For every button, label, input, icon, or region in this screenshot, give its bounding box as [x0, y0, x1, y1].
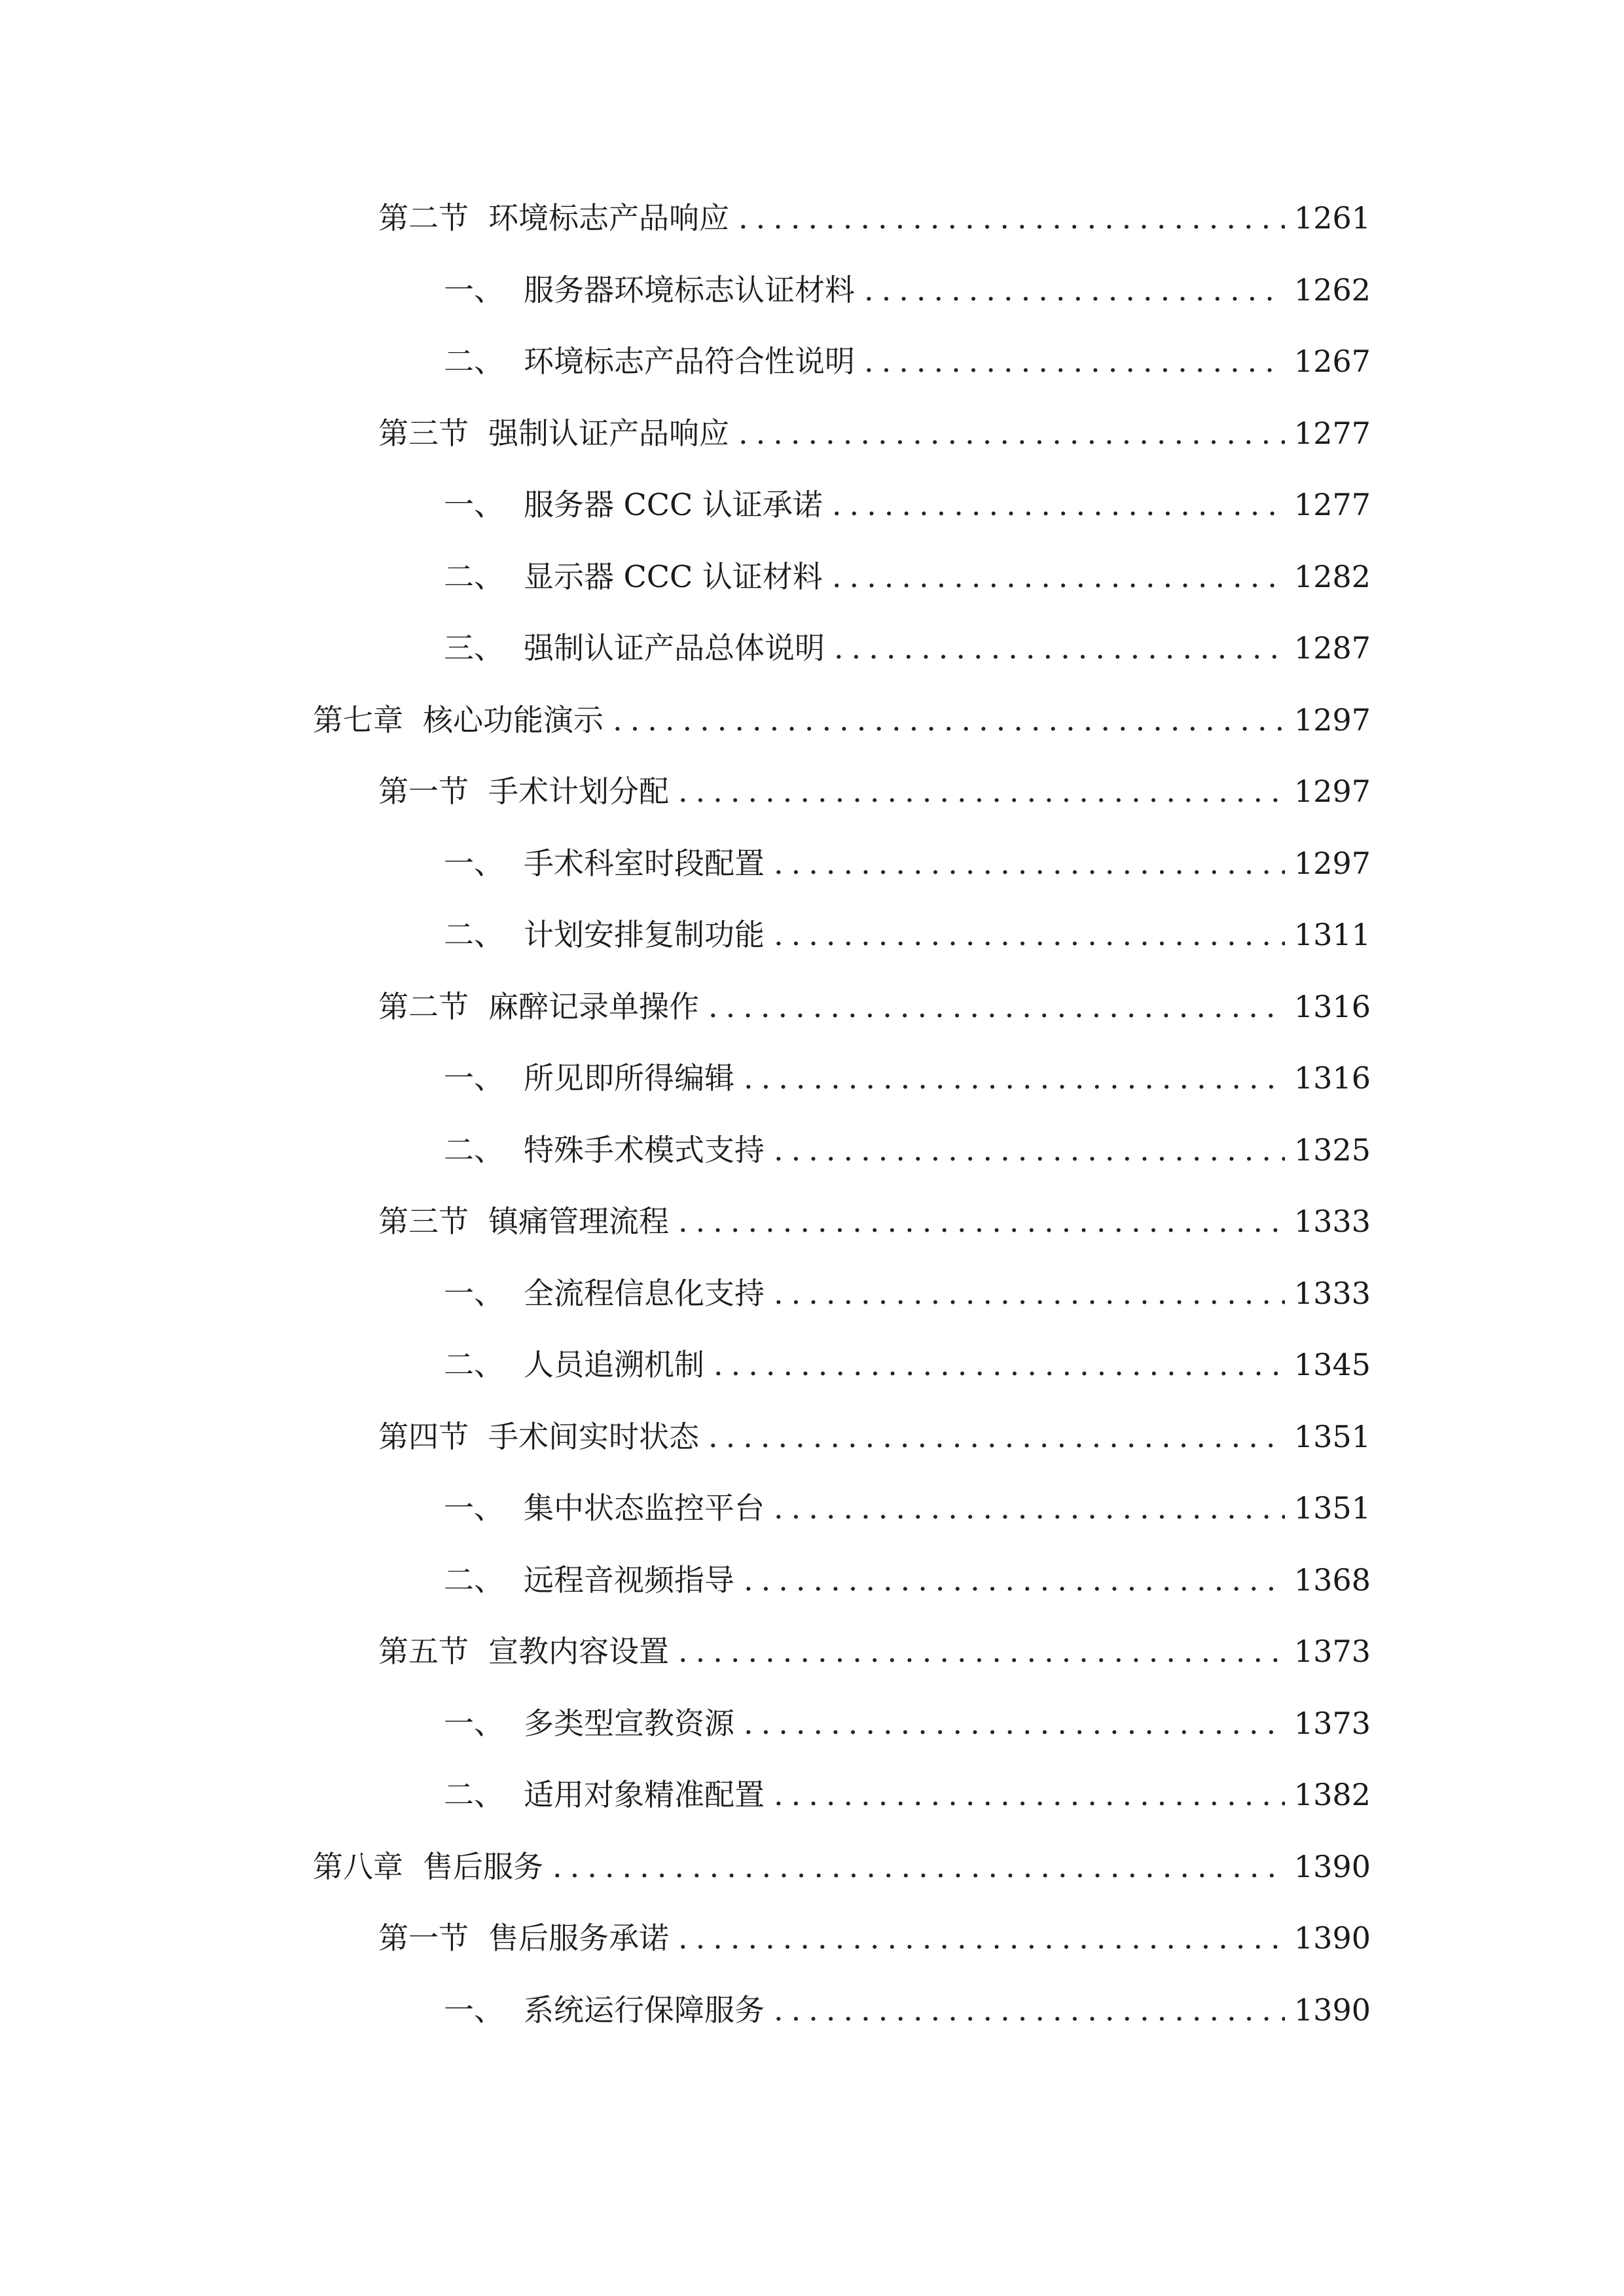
toc-entry-number: 第一节 — [378, 1920, 469, 1956]
toc-entry-title: 售后服务 — [423, 1849, 543, 1884]
toc-entry[interactable] — [444, 338, 1371, 384]
toc-entry-title: 服务器环境标志认证材料 — [524, 272, 855, 308]
toc-entry[interactable] — [378, 195, 1371, 241]
toc-entry-number: 第八章 — [313, 1849, 403, 1884]
toc-entry-page: 1297 — [1293, 774, 1371, 809]
toc-entry-number: 一、 — [444, 272, 504, 308]
toc-entry-page: 1261 — [1293, 200, 1371, 236]
toc-entry[interactable] — [444, 625, 1371, 671]
toc-entry-title: 集中状态监控平台 — [524, 1490, 765, 1526]
toc-entry-number: 第二节 — [378, 200, 469, 236]
toc-entry-page: 1333 — [1293, 1276, 1371, 1311]
dot-leader — [708, 984, 1285, 1030]
toc-entry-page: 1382 — [1293, 1777, 1371, 1812]
toc-entry-number: 第七章 — [313, 702, 403, 738]
toc-entry-title: 全流程信息化支持 — [524, 1276, 765, 1311]
toc-entry[interactable] — [444, 482, 1371, 528]
dot-leader — [832, 554, 1285, 600]
dot-leader — [738, 195, 1285, 241]
toc-entry-title: 手术科室时段配置 — [524, 846, 765, 881]
toc-entry-number: 第五节 — [378, 1634, 469, 1669]
toc-entry-number: 一、 — [444, 1992, 504, 2028]
toc-entry-title: 系统运行保障服务 — [524, 1992, 765, 2028]
toc-entry-page: 1311 — [1293, 917, 1371, 952]
dot-leader — [832, 482, 1285, 528]
toc-entry-title: 显示器 CCC 认证材料 — [524, 559, 823, 594]
toc-entry-title: 麻醉记录单操作 — [488, 989, 699, 1024]
toc-entry-title: 环境标志产品符合性说明 — [524, 344, 855, 379]
dot-leader — [774, 840, 1285, 886]
dot-leader — [774, 1270, 1285, 1316]
toc-entry[interactable] — [378, 768, 1371, 814]
dot-leader — [744, 1055, 1285, 1101]
toc-entry-title: 售后服务承诺 — [488, 1920, 669, 1956]
toc-entry-title: 手术计划分配 — [488, 774, 669, 809]
toc-entry-title: 远程音视频指导 — [524, 1562, 734, 1598]
toc-entry-number: 一、 — [444, 1276, 504, 1311]
toc-entry-page: 1277 — [1293, 487, 1371, 522]
toc-entry-page: 1390 — [1293, 1992, 1371, 2028]
toc-entry[interactable] — [378, 410, 1371, 456]
toc-entry[interactable] — [444, 840, 1371, 886]
toc-entry-page: 1277 — [1293, 416, 1371, 451]
toc-entry-title: 宣教内容设置 — [488, 1634, 669, 1669]
toc-entry-page: 1333 — [1293, 1204, 1371, 1239]
toc-entry-page: 1287 — [1293, 630, 1371, 666]
toc-entry-title: 所见即所得编辑 — [524, 1060, 734, 1096]
dot-leader — [774, 1127, 1285, 1173]
dot-leader — [713, 1342, 1285, 1388]
dot-leader — [708, 1414, 1285, 1460]
toc-entry[interactable] — [444, 1987, 1371, 2033]
toc-entry-number: 一、 — [444, 1490, 504, 1526]
toc-entry[interactable] — [444, 1127, 1371, 1173]
dot-leader — [613, 697, 1285, 743]
toc-entry[interactable] — [378, 1628, 1371, 1674]
toc-entry-page: 1297 — [1293, 846, 1371, 881]
toc-entry[interactable] — [378, 1414, 1371, 1460]
toc-entry-number: 二、 — [444, 1347, 504, 1382]
toc-entry-number: 二、 — [444, 1777, 504, 1812]
toc-entry-number: 第一节 — [378, 774, 469, 809]
dot-leader — [744, 1700, 1285, 1746]
dot-leader — [864, 267, 1285, 313]
toc-entry-page: 1282 — [1293, 559, 1371, 594]
toc-entry-number: 一、 — [444, 487, 504, 522]
toc-entry-title: 核心功能演示 — [423, 702, 604, 738]
toc-entry-number: 三、 — [444, 630, 504, 666]
dot-leader — [864, 338, 1285, 384]
toc-entry[interactable] — [378, 984, 1371, 1030]
toc-entry-page: 1390 — [1293, 1849, 1371, 1884]
toc-entry-page: 1373 — [1293, 1706, 1371, 1741]
dot-leader — [744, 1557, 1285, 1603]
dot-leader — [774, 1485, 1285, 1531]
toc-entry-title: 特殊手术模式支持 — [524, 1132, 765, 1168]
toc-entry[interactable] — [444, 1485, 1371, 1531]
toc-entry-title: 人员追溯机制 — [524, 1347, 704, 1382]
toc-entry[interactable] — [444, 1270, 1371, 1316]
toc-entry-number: 一、 — [444, 1060, 504, 1096]
toc-entry[interactable] — [444, 1557, 1371, 1603]
toc-entry-number: 二、 — [444, 1132, 504, 1168]
toc-entry[interactable] — [378, 1198, 1371, 1244]
toc-entry[interactable] — [444, 267, 1371, 313]
toc-entry[interactable] — [378, 1915, 1371, 1961]
dot-leader — [774, 1987, 1285, 2033]
toc-entry-title: 多类型宣教资源 — [524, 1706, 734, 1741]
toc-entry-title: 计划安排复制功能 — [524, 917, 765, 952]
toc-entry-number: 一、 — [444, 846, 504, 881]
toc-entry-title: 环境标志产品响应 — [488, 200, 729, 236]
toc-entry-page: 1325 — [1293, 1132, 1371, 1168]
dot-leader — [774, 1772, 1285, 1818]
toc-entry[interactable] — [444, 1342, 1371, 1388]
toc-entry-title: 适用对象精准配置 — [524, 1777, 765, 1812]
toc-entry-number: 二、 — [444, 917, 504, 952]
toc-entry[interactable] — [313, 697, 1371, 743]
toc-entry-number: 二、 — [444, 559, 504, 594]
toc-entry-page: 1390 — [1293, 1920, 1371, 1956]
toc-entry-title: 镇痛管理流程 — [488, 1204, 669, 1239]
toc-entry-page: 1262 — [1293, 272, 1371, 308]
dot-leader — [774, 912, 1285, 958]
toc-entry-title: 服务器 CCC 认证承诺 — [524, 487, 823, 522]
toc-entry-page: 1368 — [1293, 1562, 1371, 1598]
toc-entry-page: 1373 — [1293, 1634, 1371, 1669]
toc-entry-number: 二、 — [444, 1562, 504, 1598]
toc-entry-page: 1351 — [1293, 1419, 1371, 1454]
toc-entry-page: 1316 — [1293, 989, 1371, 1024]
toc-entry[interactable] — [444, 1772, 1371, 1818]
toc-entry[interactable] — [313, 1844, 1371, 1890]
toc-entry-page: 1351 — [1293, 1490, 1371, 1526]
toc-entry-number: 第三节 — [378, 416, 469, 451]
toc-entry-title: 手术间实时状态 — [488, 1419, 699, 1454]
toc-entry-page: 1297 — [1293, 702, 1371, 738]
dot-leader — [678, 1198, 1285, 1244]
toc-entry-title: 强制认证产品响应 — [488, 416, 729, 451]
dot-leader — [738, 410, 1285, 456]
toc-entry-page: 1267 — [1293, 344, 1371, 379]
dot-leader — [552, 1844, 1285, 1890]
dot-leader — [678, 1915, 1285, 1961]
dot-leader — [678, 768, 1285, 814]
toc-entry[interactable] — [444, 1700, 1371, 1746]
toc-entry-number: 第四节 — [378, 1419, 469, 1454]
toc-entry[interactable] — [444, 912, 1371, 958]
toc-entry[interactable] — [444, 554, 1371, 600]
toc-entry-page: 1316 — [1293, 1060, 1371, 1096]
toc-entry[interactable] — [444, 1055, 1371, 1101]
dot-leader — [834, 625, 1285, 671]
toc-entry-page: 1345 — [1293, 1347, 1371, 1382]
dot-leader — [678, 1628, 1285, 1674]
toc-entry-number: 一、 — [444, 1706, 504, 1741]
toc-entry-number: 第二节 — [378, 989, 469, 1024]
toc-entry-number: 二、 — [444, 344, 504, 379]
toc-entry-number: 第三节 — [378, 1204, 469, 1239]
toc-entry-title: 强制认证产品总体说明 — [524, 630, 825, 666]
